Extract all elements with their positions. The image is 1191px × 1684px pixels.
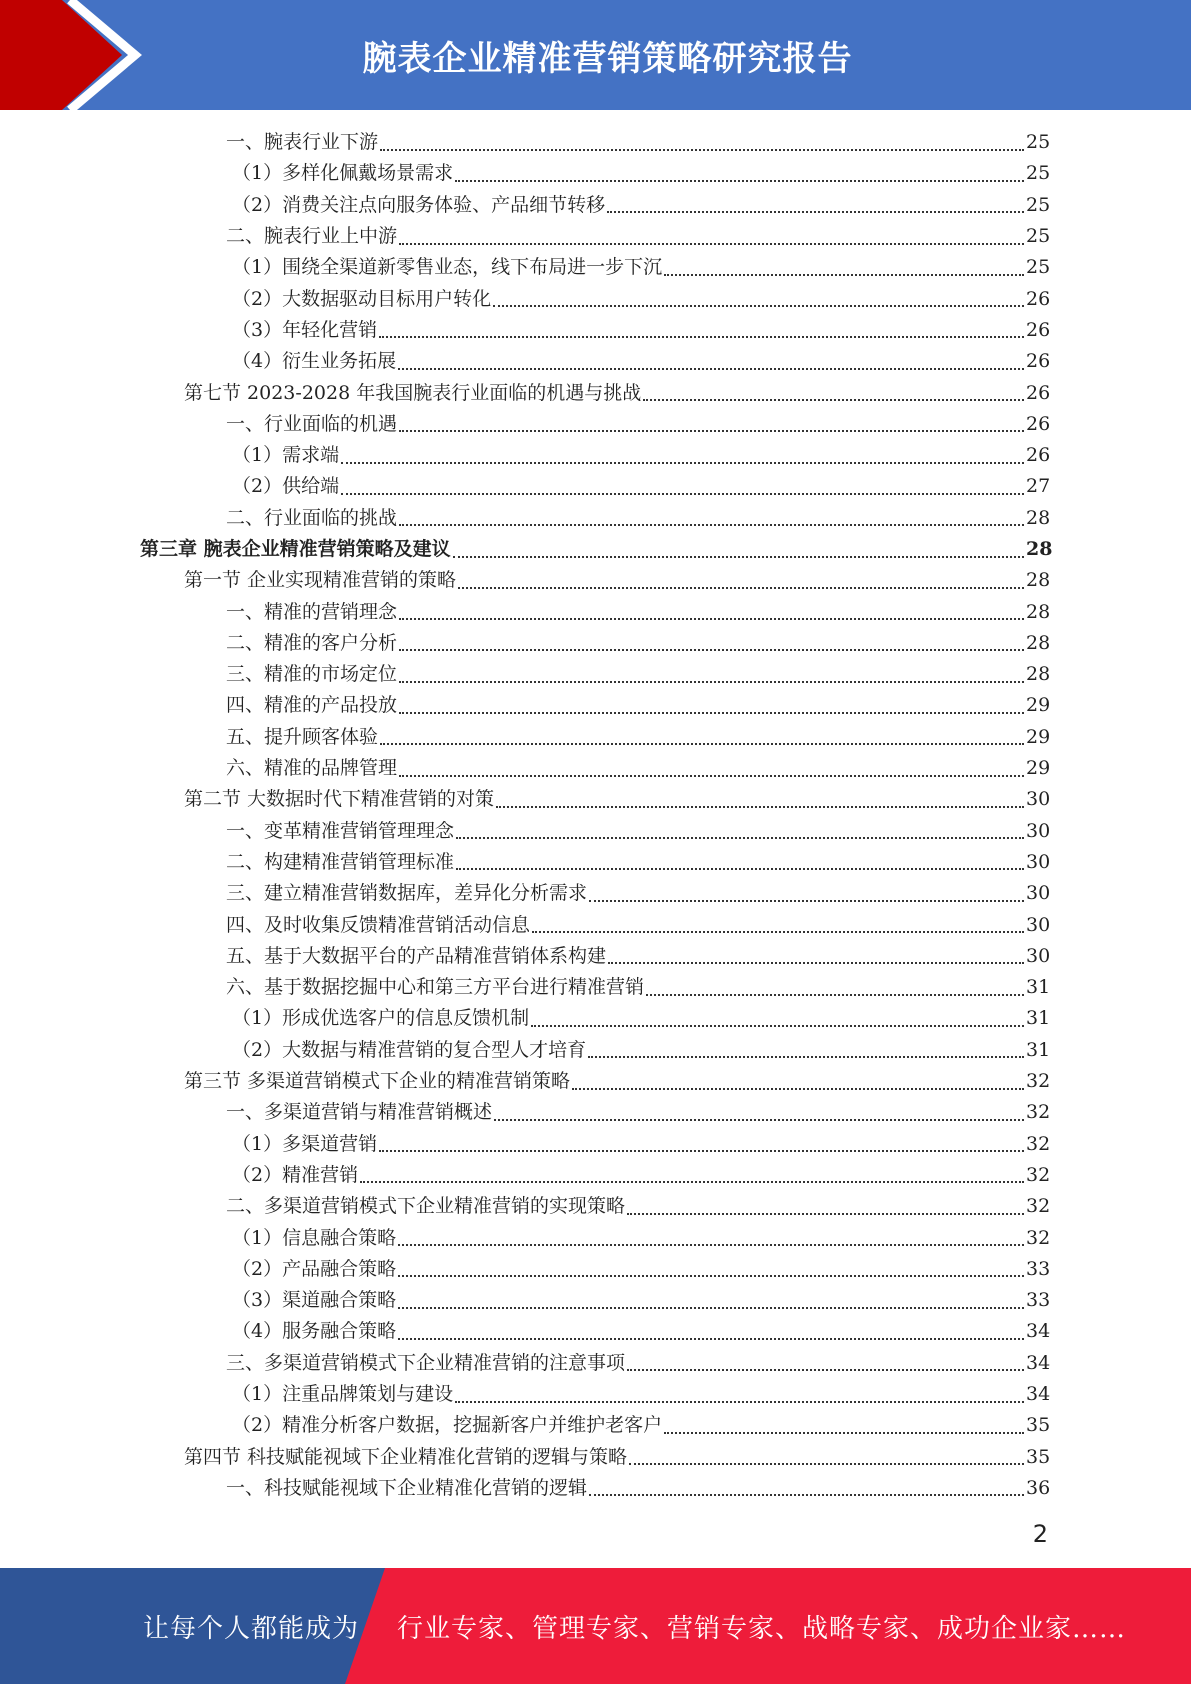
toc-dot-leader [399,681,1024,683]
toc-entry-label: （1）多渠道营销 [232,1132,378,1155]
toc-entry-page: 25 [1026,225,1051,248]
toc-entry-label: 四、精准的产品投放 [226,694,398,717]
toc-dot-leader [643,399,1024,401]
toc-entry-label: 第三节 多渠道营销模式下企业的精准营销策略 [184,1070,571,1093]
toc-dot-leader [399,712,1024,714]
toc-entry-label: 二、构建精准营销管理标准 [226,850,455,873]
toc-entry[interactable] [140,283,1051,314]
toc-entry-label: 三、多渠道营销模式下企业精准营销的注意事项 [226,1351,626,1374]
toc-entry-label: 第四节 科技赋能视域下企业精准化营销的逻辑与策略 [184,1445,628,1468]
toc-dot-leader [607,211,1024,213]
toc-entry-page: 26 [1026,412,1051,435]
toc-entry-page: 26 [1026,350,1051,373]
toc-dot-leader [341,493,1024,495]
toc-entry[interactable] [140,1316,1051,1347]
toc-entry-page: 26 [1026,287,1051,310]
toc-entry-page: 28 [1026,506,1051,529]
toc-entry-page: 31 [1026,1007,1051,1030]
toc-entry-label: 一、多渠道营销与精准营销概述 [226,1101,493,1124]
toc-entry[interactable] [140,1348,1051,1379]
toc-entry-page: 32 [1026,1195,1051,1218]
toc-entry-label: （2）消费关注点向服务体验、产品细节转移 [232,193,606,216]
toc-entry[interactable] [140,1191,1051,1222]
toc-entry[interactable] [140,127,1051,158]
toc-entry-page: 30 [1026,850,1051,873]
toc-entry-page: 32 [1026,1163,1051,1186]
toc-entry-page: 32 [1026,1132,1051,1155]
toc-entry[interactable] [140,565,1051,596]
toc-entry[interactable] [140,252,1051,283]
toc-entry[interactable] [140,1222,1051,1253]
toc-entry-page: 28 [1026,631,1051,654]
toc-entry-page: 28 [1026,663,1051,686]
toc-entry[interactable] [140,1410,1051,1441]
toc-entry-label: （1）形成优选客户的信息反馈机制 [232,1007,530,1030]
toc-dot-leader [379,336,1024,338]
toc-dot-leader [453,556,1024,558]
toc-entry[interactable] [140,1160,1051,1191]
toc-entry[interactable] [140,1035,1051,1066]
toc-entry-label: （4）衍生业务拓展 [232,350,397,373]
toc-entry-page: 28 [1026,569,1051,592]
toc-entry-label: 二、多渠道营销模式下企业精准营销的实现策略 [226,1195,626,1218]
toc-entry[interactable] [140,1097,1051,1128]
toc-entry-page: 32 [1026,1101,1051,1124]
toc-dot-leader [458,587,1024,589]
toc-entry-label: 第二节 大数据时代下精准营销的对策 [184,788,495,811]
toc-dot-leader [532,931,1024,933]
toc-entry-label: 三、精准的市场定位 [226,663,398,686]
toc-entry-label: 二、腕表行业上中游 [226,225,398,248]
toc-entry-page: 28 [1026,600,1051,623]
toc-entry[interactable] [140,972,1051,1003]
toc-entry-label: （2）大数据驱动目标用户转化 [232,287,492,310]
toc-dot-leader [664,1432,1024,1434]
toc-dot-leader [399,775,1024,777]
toc-entry-page: 25 [1026,131,1051,154]
toc-dot-leader [399,524,1024,526]
toc-entry[interactable] [140,471,1051,502]
toc-entry[interactable] [140,596,1051,627]
toc-entry-label: 六、精准的品牌管理 [226,757,398,780]
toc-dot-leader [399,618,1024,620]
toc-entry[interactable] [140,722,1051,753]
toc-dot-leader [589,1494,1024,1496]
toc-dot-leader [588,1056,1024,1058]
toc-entry[interactable] [140,1473,1051,1504]
page-footer [0,1568,1191,1684]
toc-entry[interactable] [140,1003,1051,1034]
toc-dot-leader [627,1369,1024,1371]
toc-entry[interactable] [140,816,1051,847]
toc-dot-leader [572,1088,1024,1090]
toc-dot-leader [360,1181,1024,1183]
toc-entry-label: （3）渠道融合策略 [232,1289,397,1312]
toc-entry[interactable] [140,1129,1051,1160]
toc-dot-leader [399,430,1024,432]
footer-slogan-left: 让每个人都能成为 [143,1613,360,1644]
toc-entry-page: 26 [1026,444,1051,467]
toc-dot-leader [455,180,1024,182]
toc-entry[interactable] [140,440,1051,471]
toc-entry[interactable] [140,1441,1051,1472]
toc-entry[interactable] [140,941,1051,972]
toc-dot-leader [496,806,1024,808]
toc-entry-page: 34 [1026,1351,1051,1374]
toc-entry-label: 五、基于大数据平台的产品精准营销体系构建 [226,944,607,967]
toc-entry-page: 30 [1026,944,1051,967]
toc-entry-page: 31 [1026,976,1051,999]
toc-dot-leader [398,368,1024,370]
toc-entry-label: 二、行业面临的挑战 [226,506,398,529]
toc-dot-leader [629,1463,1024,1465]
page-header [0,0,1191,110]
toc-entry-page: 32 [1026,1070,1051,1093]
toc-entry[interactable] [140,1379,1051,1410]
toc-dot-leader [398,1338,1024,1340]
toc-entry-page: 25 [1026,193,1051,216]
toc-dot-leader [494,1119,1024,1121]
toc-entry[interactable] [140,346,1051,377]
toc-entry-label: （2）精准营销 [232,1163,359,1186]
toc-dot-leader [399,649,1024,651]
toc-entry-label: （2）精准分析客户数据，挖掘新客户并维护老客户 [232,1414,663,1437]
toc-entry[interactable] [140,909,1051,940]
toc-dot-leader [341,462,1024,464]
toc-entry[interactable] [140,1285,1051,1316]
toc-entry[interactable] [140,190,1051,221]
toc-entry-page: 34 [1026,1320,1051,1343]
toc-entry-label: （1）注重品牌策划与建设 [232,1383,454,1406]
toc-entry[interactable] [140,753,1051,784]
toc-entry[interactable] [140,659,1051,690]
toc-entry-label: 一、变革精准营销管理理念 [226,819,455,842]
toc-entry-label: （2）大数据与精准营销的复合型人才培育 [232,1038,587,1061]
toc-entry[interactable] [140,628,1051,659]
toc-entry[interactable] [140,158,1051,189]
toc-entry-label: 三、建立精准营销数据库，差异化分析需求 [226,882,588,905]
toc-entry-label: 一、腕表行业下游 [226,131,379,154]
toc-entry-page: 30 [1026,882,1051,905]
toc-dot-leader [398,1307,1024,1309]
toc-entry-label: 二、精准的客户分析 [226,631,398,654]
toc-entry-label: （1）需求端 [232,444,340,467]
toc-entry-page: 33 [1026,1257,1051,1280]
toc-entry-label: 第七节 2023-2028 年我国腕表行业面临的机遇与挑战 [184,381,642,404]
toc-entry-page: 30 [1026,913,1051,936]
toc-entry-label: 第三章 腕表企业精准营销策略及建议 [140,538,451,560]
report-title: 腕表企业精准营销策略研究报告 [362,38,853,79]
toc-entry-page: 29 [1026,757,1051,780]
toc-entry-page: 26 [1026,318,1051,341]
toc-dot-leader [664,274,1024,276]
toc-entry-page: 35 [1026,1414,1051,1437]
toc-dot-leader [493,305,1024,307]
toc-entry-label: （2）供给端 [232,475,340,498]
toc-dot-leader [456,868,1024,870]
toc-entry[interactable] [140,690,1051,721]
toc-entry-page: 35 [1026,1445,1051,1468]
toc-entry-label: （1）信息融合策略 [232,1226,397,1249]
toc-dot-leader [627,1213,1024,1215]
toc-entry-page: 26 [1026,381,1051,404]
toc-entry-label: 一、科技赋能视域下企业精准化营销的逻辑 [226,1476,588,1499]
table-of-contents [140,127,1053,1504]
toc-entry-page: 29 [1026,694,1051,717]
toc-entry-page: 34 [1026,1383,1051,1406]
toc-dot-leader [398,1275,1024,1277]
toc-entry-page: 27 [1026,475,1051,498]
toc-dot-leader [608,962,1024,964]
toc-dot-leader [380,743,1024,745]
toc-entry[interactable] [140,1254,1051,1285]
toc-dot-leader [399,243,1024,245]
toc-entry[interactable] [140,1066,1051,1097]
toc-entry-page: 25 [1026,162,1051,185]
toc-entry-label: 六、基于数据挖掘中心和第三方平台进行精准营销 [226,976,645,999]
toc-dot-leader [398,1244,1024,1246]
toc-entry-page: 28 [1026,538,1053,560]
toc-dot-leader [379,1150,1024,1152]
toc-entry[interactable] [140,377,1051,408]
toc-entry-label: 五、提升顾客体验 [226,725,379,748]
toc-entry[interactable] [140,503,1051,534]
toc-entry-page: 33 [1026,1289,1051,1312]
toc-entry-label: 第一节 企业实现精准营销的策略 [184,569,457,592]
toc-dot-leader [531,1025,1024,1027]
toc-entry-label: （4）服务融合策略 [232,1320,397,1343]
toc-entry-page: 25 [1026,256,1051,279]
toc-entry[interactable] [140,534,1053,565]
toc-entry[interactable] [140,315,1051,346]
toc-dot-leader [456,837,1024,839]
toc-entry[interactable] [140,847,1051,878]
toc-dot-leader [589,900,1024,902]
toc-entry-page: 32 [1026,1226,1051,1249]
toc-entry-label: （1）多样化佩戴场景需求 [232,162,454,185]
toc-entry[interactable] [140,878,1051,909]
toc-dot-leader [380,149,1024,151]
toc-dot-leader [455,1401,1024,1403]
toc-entry-label: 四、及时收集反馈精准营销活动信息 [226,913,531,936]
toc-entry-label: （1）围绕全渠道新零售业态，线下布局进一步下沉 [232,256,663,279]
toc-dot-leader [646,994,1024,996]
toc-entry-page: 36 [1026,1476,1051,1499]
toc-entry-page: 29 [1026,725,1051,748]
toc-entry[interactable] [140,409,1051,440]
toc-entry-label: （2）产品融合策略 [232,1257,397,1280]
toc-entry[interactable] [140,784,1051,815]
toc-entry-page: 30 [1026,819,1051,842]
toc-entry[interactable] [140,221,1051,252]
page-number: 2 [1032,1520,1048,1548]
toc-entry-label: （3）年轻化营销 [232,318,378,341]
toc-entry-page: 30 [1026,788,1051,811]
toc-entry-label: 一、精准的营销理念 [226,600,398,623]
toc-entry-label: 一、行业面临的机遇 [226,412,398,435]
toc-entry-page: 31 [1026,1038,1051,1061]
footer-slogan-right: 行业专家、管理专家、营销专家、战略专家、成功企业家…… [397,1613,1127,1644]
